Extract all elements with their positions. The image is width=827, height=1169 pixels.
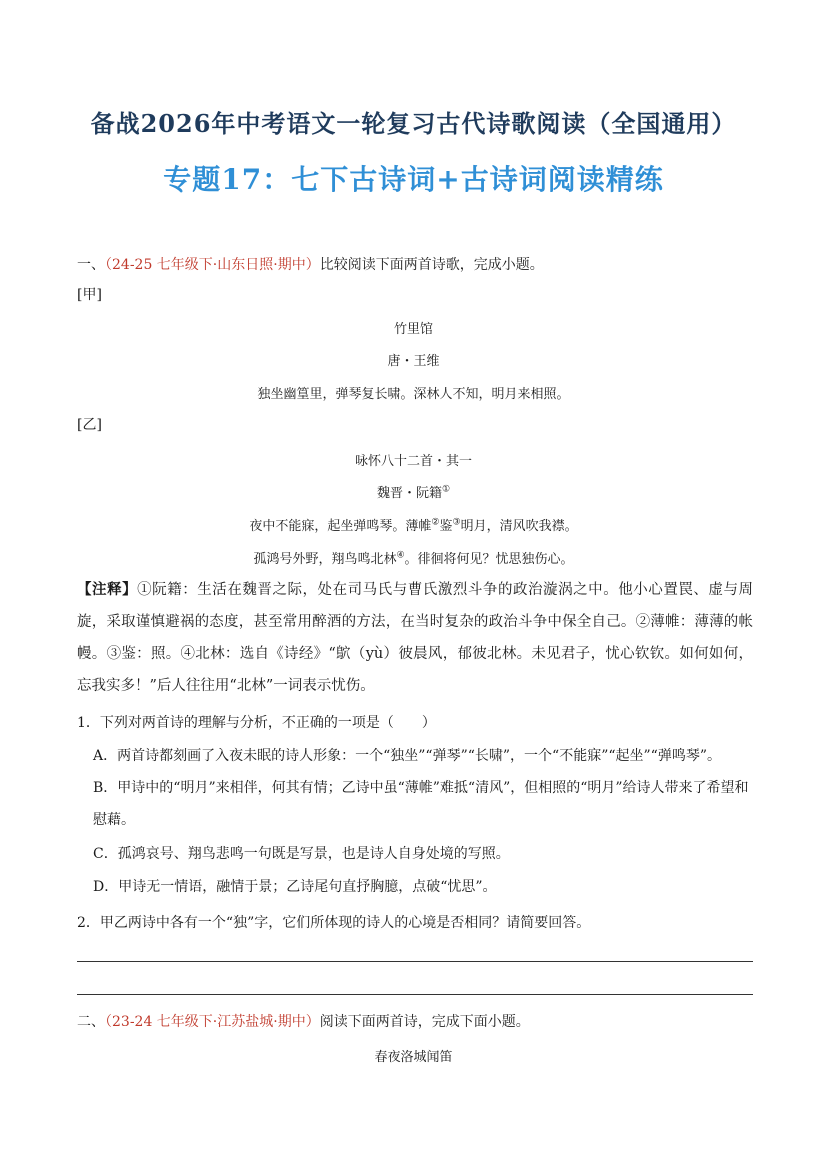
poem-b-label: [乙] (77, 417, 102, 433)
annotation-paragraph (77, 574, 753, 702)
section1-heading (77, 255, 544, 275)
poem-a-title: 竹里馆 (393, 322, 433, 337)
poem-b-line1-part3: 明月，清风吹我襟。 (460, 519, 578, 534)
section2-heading (77, 1012, 530, 1032)
poem-a-label: [甲] (77, 287, 102, 303)
section2-instruction: 阅读下面两首诗，完成下面小题。 (319, 1014, 530, 1030)
poem-a-author: 唐・王维 (387, 354, 440, 369)
option-a: A．两首诗都刻画了入夜未眠的诗人形象：一个“独坐”“弹琴”“长啸”，一个“不能寐”“起坐”“弹鸣琴”。 (93, 748, 721, 764)
poem-b-author (0, 482, 827, 501)
poem-b-line1 (0, 515, 827, 534)
poem-b-line2-part2: 。徘徊将何见？忧思独伤心。 (404, 552, 574, 567)
note-marker-1: ① (441, 484, 451, 495)
document-title: 备战2026年中考语文一轮复习古代诗歌阅读（全国通用） (90, 109, 737, 138)
option-b: B．甲诗中的“明月”来相伴，何其有情；乙诗中虽“薄帷”难抵“清风”，但相照的“明月”给诗人带来了希望和慰藉。 (93, 780, 749, 828)
answer-line-1[interactable] (77, 961, 753, 962)
question-1: 1．下列对两首诗的理解与分析，不正确的一项是（ ） (77, 715, 436, 731)
question-2: 2．甲乙两诗中各有一个“独”字，它们所体现的诗人的心境是否相同？请简要回答。 (77, 915, 591, 931)
document-subtitle: 专题17：七下古诗词+古诗词阅读精练 (163, 163, 664, 196)
answer-line-2[interactable] (77, 994, 753, 995)
section1-source: （24-25 七年级下·山东日照·期中） (105, 257, 320, 273)
poem-b-author-name: 魏晋・阮籍 (376, 486, 442, 501)
poem-a-text: 独坐幽篁里，弹琴复长啸。深林人不知，明月来相照。 (257, 387, 570, 402)
poem-b-title: 咏怀八十二首・其一 (354, 454, 472, 469)
poem-b-line1-part1: 夜中不能寐，起坐弹鸣琴。薄帷 (249, 519, 432, 534)
section2-poem-title: 春夜洛城闻笛 (374, 1050, 453, 1065)
section2-prefix: 二、 (77, 1014, 105, 1030)
annotation-text: ①阮籍：生活在魏晋之际，处在司马氏与曹氏激烈斗争的政治漩涡之中。他小心置罠、虚与周旋，采取谨慎避祸的态度，甚至常用醉酒的方法，在当时复杂的政治斗争中保全自己。②薄帷：薄薄的帐幔。③鉴：照。④北林：选自《诗经》“鴥（yù）彼晨风，郁彼北林。未见君子，忧心钦钦。如何如何，忘我实多！”后人往往用“北林”一词表示忧伤。 (77, 582, 754, 694)
option-c: C．孤鸿哀号、翔鸟悲鸣一句既是写景，也是诗人自身处境的写照。 (93, 846, 510, 862)
poem-b-line2 (0, 548, 827, 567)
note-marker-3: ③ (452, 517, 461, 528)
section2-source: （23-24 七年级下·江苏盐城·期中） (105, 1014, 320, 1030)
section1-prefix: 一、 (77, 257, 105, 273)
note-marker-4: ④ (396, 550, 405, 561)
section1-instruction: 比较阅读下面两首诗歌，完成小题。 (319, 257, 544, 273)
option-d: D．甲诗无一情语，融情于景；乙诗尾句直抒胸臆，点破“忧思”。 (93, 879, 497, 895)
annotation-label: 【注释】 (77, 581, 138, 598)
poem-b-line2-part1: 孤鸿号外野，翔鸟鸣北林 (253, 552, 397, 567)
note-marker-2: ② (431, 517, 440, 528)
poem-b-line1-part2: 鉴 (439, 519, 453, 534)
